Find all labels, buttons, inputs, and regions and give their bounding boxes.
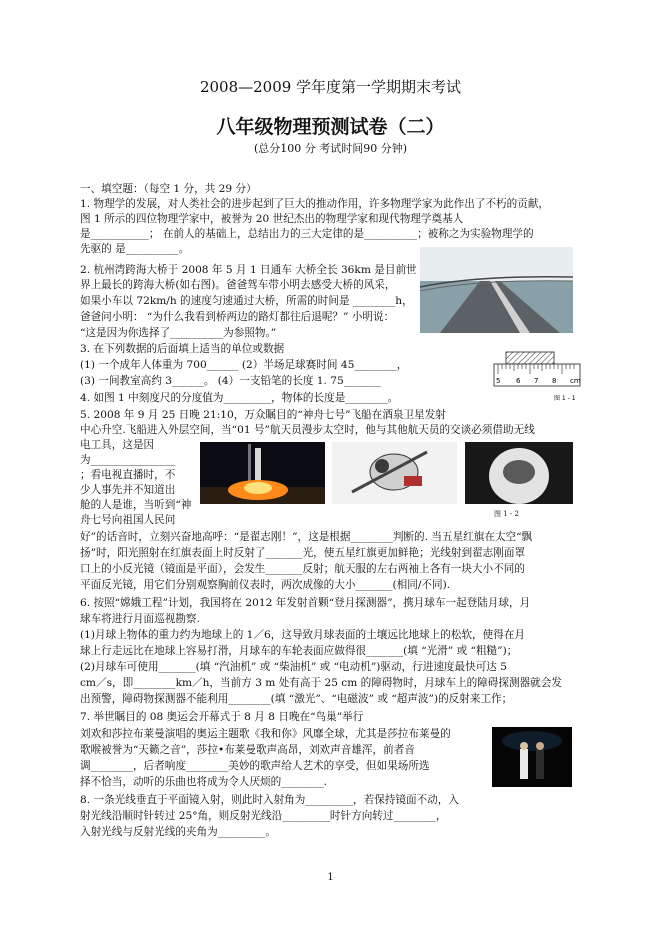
- text-line: 择不恰当，动听的乐曲也将成为令人厌烦的________.: [80, 776, 328, 788]
- concert-photo: [492, 727, 572, 787]
- exam-title: 八年级物理预测试卷（二）: [216, 116, 445, 138]
- exam-meta: (总分100 分 考试时间90 分钟): [253, 142, 408, 155]
- text-line: 如果小车以 72km/h 的速度匀速通过大桥，所需的时间是 ________h，: [80, 295, 413, 307]
- text-line: 1. 物理学的发展，对人类社会的进步起到了巨大的推动作用，许多物理学家为此作出了不朽的贡献，: [80, 198, 550, 210]
- text-line: 是___________； 在前人的基础上，总结出力的三大定律的是__________；被称之为实验物理学的: [80, 228, 534, 240]
- text-line: 6. 按照“嫦娥工程”计划，我国将在 2012 年发射首颗“登月探测器”，携月球车一起登陆月球，月: [80, 597, 531, 609]
- astronaut-photo: [465, 442, 573, 504]
- text-line: 刘欢和莎拉布莱曼演唱的奥运主题歌《我和你》风靡全球，尤其是莎拉布莱曼的: [80, 728, 451, 740]
- text-line: 为________________: [80, 454, 176, 466]
- text-line: (2)月球车可使用_______(填 “汽油机” 或 “柴油机” 或 “电动机”)驱动，行进速度最快可达 5: [80, 661, 508, 673]
- text-line: 出预警，障碍物探测器不能利用________(填 “激光”、“电磁波” 或 “超声波”)的反射来工作；: [80, 693, 513, 705]
- text-line: 扬”时，阳光照射在红旗表面上时反射了_______光，使五星红旗更加鲜艳；光线射到翟志刚面罩: [80, 547, 526, 559]
- ruler-caption: 图 1 - 1: [554, 395, 576, 402]
- text-line: (3) 一间教室高约 3______。 (4）一支铅笔的长度 1. 75_______: [80, 375, 381, 387]
- text-line: (1) 一个成年人体重为 700______ (2）半场足球赛时间 45________，: [80, 359, 408, 371]
- rocket-launch-photo: [200, 442, 325, 504]
- text-line: 歌喉被誉为“天籁之音”，莎拉•布莱曼歌声高昂，刘欢声音雄浑，前者音: [80, 744, 415, 756]
- ruler-tick-label: 5: [496, 377, 501, 385]
- text-line: 平面反光镜，用它们分别观察胸前仪表时，两次成像的大小_______(相同/不同).: [80, 579, 451, 591]
- text-line: 电工具，这是因: [80, 439, 155, 451]
- text-line: 4. 如图 1 中刻度尺的分度值为_________，物体的长度是________。: [80, 392, 399, 404]
- text-line: 口上的小反光镜（镜面是平面），会发生_______反射；航天服的左右两袖上各有一块大小不同的: [80, 563, 525, 575]
- text-line: 8. 一条光线垂直于平面镜入射，则此时入射角为_________，若保持镜面不动，入: [80, 794, 459, 806]
- ruler-unit-label: cm: [570, 377, 581, 385]
- spacewalk-photo: [332, 442, 457, 504]
- exam-header: 2008—2009 学年度第一学期期末考试: [199, 78, 462, 96]
- text-line: 5. 2008 年 9 月 25 日晚 21:10，万众瞩目的“神舟七号”飞船在酒泉卫星发射: [80, 409, 446, 421]
- ruler-tick-label: 6: [516, 377, 521, 385]
- text-line: 球车将进行月面巡视勘察.: [80, 613, 200, 625]
- text-line: 中心升空.飞船进入外层空间，当“01 号”航天员漫步太空时，他与其他航天员的交谈必须借助无线: [80, 424, 535, 436]
- text-line: 3. 在下列数据的后面填上适当的单位或数据: [80, 343, 285, 355]
- text-line: 界上最长的跨海大桥(如右图)。爸爸驾车带小明去感受大桥的风采，: [80, 279, 396, 291]
- bridge-photo: [420, 247, 573, 333]
- section-heading: 一、填空题：（每空 1 分，共 29 分）: [80, 183, 257, 195]
- text-line: 少人事先并不知道出: [80, 484, 176, 496]
- page-number: 1: [327, 872, 334, 883]
- text-line: 调________，后者响度________美妙的歌声给人艺术的享受，但如果场所选: [80, 760, 430, 772]
- text-line: 好”的话音时，立刻兴奋地高呼：“是翟志刚！”，这是根据________判断的. 当五星红旗在太空“飘: [80, 531, 533, 543]
- ruler-tick-label: 7: [534, 377, 539, 385]
- text-line: ；看电视直播时，不: [80, 469, 176, 481]
- text-line: 舟七号向祖国人民问: [80, 514, 176, 526]
- text-line: 图 1 所示的四位物理学家中，被誉为 20 世纪杰出的物理学家和现代物理学奠基人: [80, 213, 464, 225]
- text-line: cm／s，即________km／h，当前方 3 m 处有高于 25 cm 的障碍物时，月球车上的障碍探测器就会发: [80, 677, 562, 689]
- text-line: 爸爸问小明： “为什么我看到桥两边的路灯都往后退呢？” 小明说：: [80, 311, 395, 323]
- text-line: 球上行走远比在地球上容易打滑，月球车的车轮表面应做得很_______(填 “光滑” 或 “粗糙”)；: [80, 645, 518, 657]
- text-line: 2. 杭州湾跨海大桥于 2008 年 5 月 1 日通车 大桥全长 36km 是目前世: [80, 264, 417, 276]
- text-line: 射光线沿顺时针转过 25°角，则反射光线沿_________时针方向转过________，: [80, 810, 447, 822]
- text-line: “这是因为你选择了__________为参照物。”: [80, 327, 277, 339]
- text-line: 入射光线与反射光线的夹角为_________。: [80, 826, 276, 838]
- text-line: (1)月球上物体的重力约为地球上的 1／6，这导致月球表面的土壤远比地球上的松软，使得在月: [80, 629, 526, 641]
- text-line: 舱的人是谁，当听到“神: [80, 499, 192, 511]
- photos-caption: 图 1 - 2: [494, 510, 519, 518]
- text-line: 7. 举世瞩目的 08 奥运会开幕式于 8 月 8 日晚在“鸟巢”举行: [80, 711, 364, 723]
- ruler-figure: [492, 350, 584, 404]
- ruler-tick-label: 8: [552, 377, 557, 385]
- text-line: 先驱的 是__________。: [80, 243, 190, 255]
